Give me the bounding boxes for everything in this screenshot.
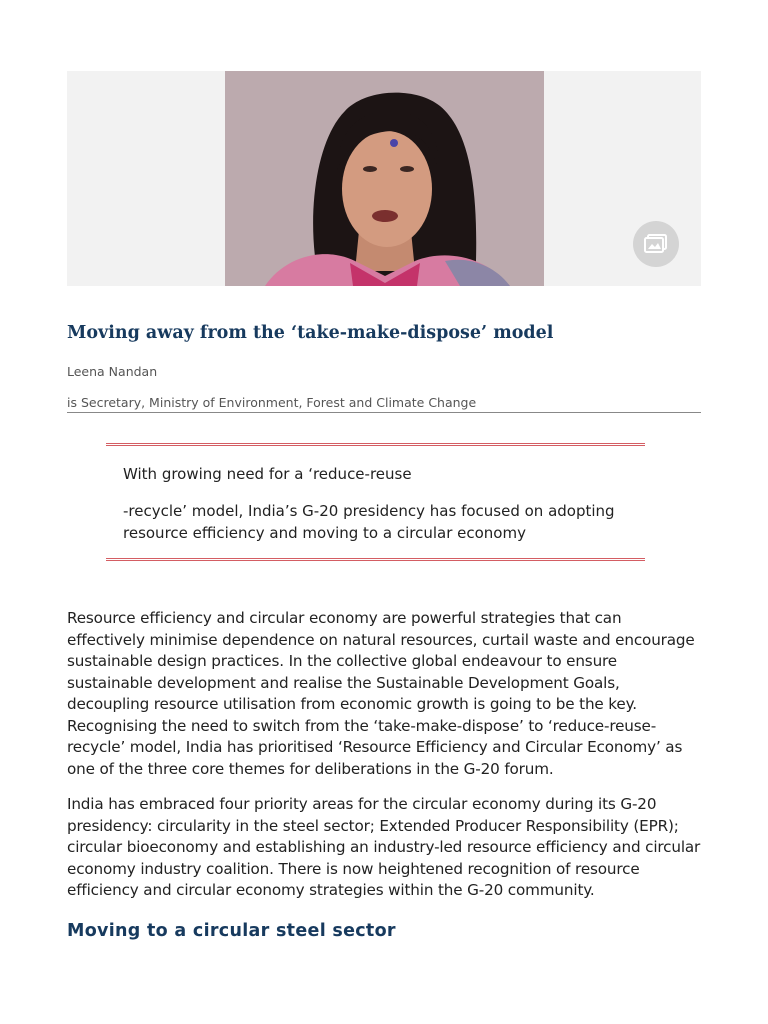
author-portrait bbox=[225, 71, 544, 286]
image-gallery-button[interactable] bbox=[633, 221, 679, 267]
byline-divider bbox=[67, 412, 701, 413]
pull-quote-bottom-rule bbox=[106, 558, 645, 561]
pull-quote bbox=[106, 443, 645, 563]
author-name[interactable]: Leena Nandan bbox=[67, 364, 158, 379]
author-portrait-graphic bbox=[225, 71, 544, 286]
body-paragraph-2: India has embraced four priority areas for the circular economy during its G-20 presidency: circularity in the steel sector; Extended Producer Responsibility (EPR); circular bioeconomy and establishing an industry-led resource efficiency and circular economy industry coalition. There is now heightened recognition of resource efficiency and circular economy strategies within the G-20 community. bbox=[67, 795, 701, 899]
pull-quote-top-rule bbox=[106, 443, 645, 446]
image-gallery-icon bbox=[644, 234, 668, 254]
pull-quote-line-1: With growing need for a ‘reduce-reuse bbox=[123, 465, 412, 483]
body-paragraph-1: Resource efficiency and circular economy are powerful strategies that can effectively minimise dependence on natural resources, curtail waste and encourage sustainable design practices. In the collective global endeavour to ensure sustainable development and realise the Sustainable Development Goals, decoupling resource utilisation from economic growth is going to be the key. Recognising the need to switch from the ‘take-make-dispose’ to ‘reduce-reuse-recycle’ model, India has prioritised ‘Resource Efficiency and Circular Economy’ as one of the three core themes for deliberations in the G-20 forum. bbox=[67, 609, 695, 778]
section-subheading: Moving to a circular steel sector bbox=[67, 921, 396, 941]
pull-quote-line-2: -recycle’ model, India’s G-20 presidency has focused on adopting resource efficiency and moving to a circular economy bbox=[123, 502, 615, 542]
author-designation: is Secretary, Ministry of Environment, Forest and Climate Change bbox=[67, 395, 477, 410]
article-title: Moving away from the ‘take-make-dispose’ model bbox=[67, 323, 554, 343]
hero-image-container bbox=[67, 71, 701, 286]
